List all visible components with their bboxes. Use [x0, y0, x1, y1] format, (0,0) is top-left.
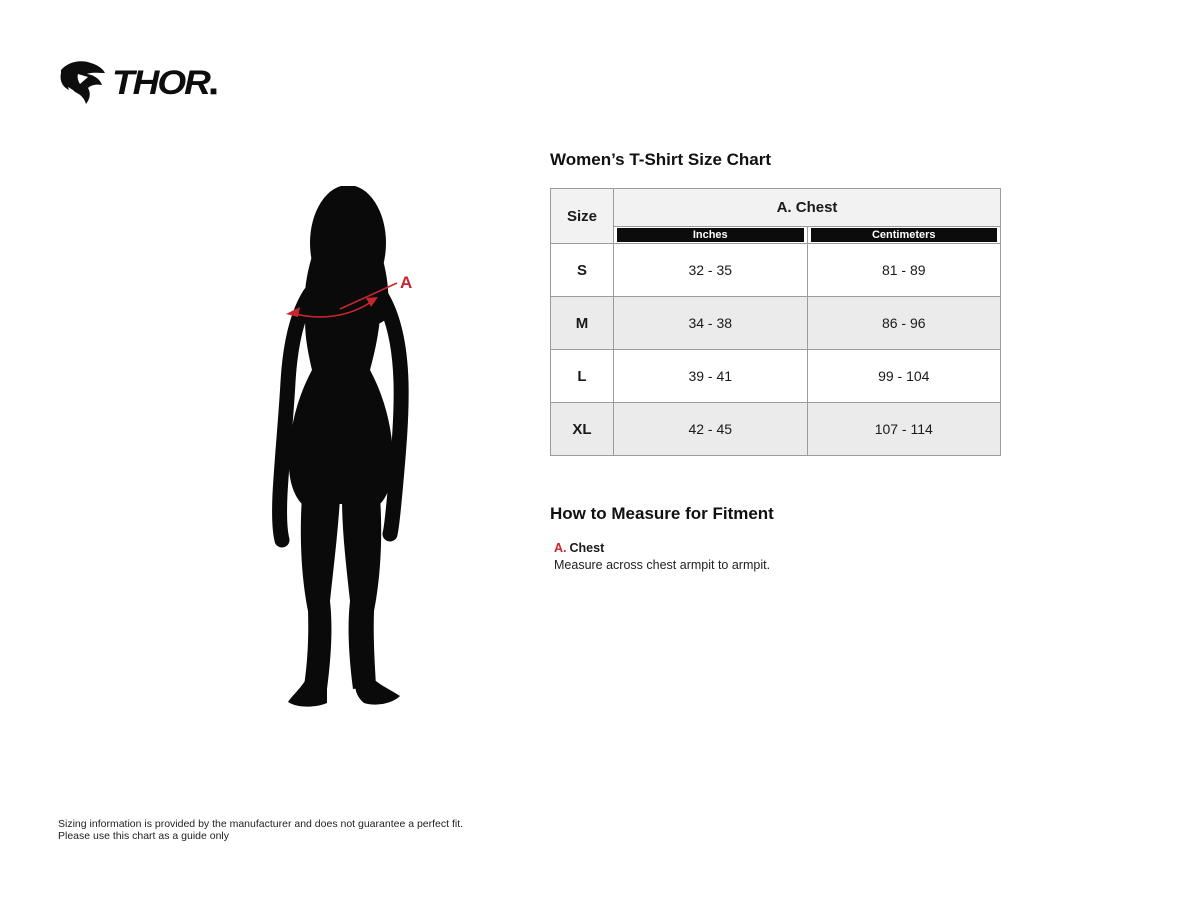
thor-logo: [58, 60, 217, 106]
thor-logo-icon: [58, 60, 110, 106]
centimeters-value: 107 - 114: [807, 403, 1001, 456]
size-chart-table: [550, 188, 1001, 456]
disclaimer: [58, 818, 463, 842]
thor-logo-wordmark: THOR: [112, 63, 209, 102]
centimeters-value: 81 - 89: [807, 244, 1001, 297]
centimeters-value: 99 - 104: [807, 350, 1001, 403]
disclaimer-line-1: Sizing information is provided by the manufacturer and does not guarantee a perfect fit.: [58, 818, 464, 830]
table-row-xl: [551, 403, 1001, 456]
unit-header-row: [551, 227, 1001, 244]
inches-value: 39 - 41: [614, 350, 808, 403]
measure-item-heading: [554, 540, 774, 557]
measure-item-instruction: Measure across chest armpit to armpit.: [554, 558, 771, 572]
chest-annotation-label: A: [400, 273, 413, 292]
size-label: M: [551, 297, 614, 350]
inches-value: 34 - 38: [614, 297, 808, 350]
female-silhouette: [252, 186, 432, 710]
measurement-header: A. Chest: [614, 189, 1001, 227]
size-chart-title: Women’s T-Shirt Size Chart: [550, 150, 772, 169]
thor-logo-trademark-dot: ■: [209, 84, 218, 98]
measure-item-name: Chest: [569, 541, 605, 555]
disclaimer-line-2: Please use this chart as a guide only: [58, 830, 230, 842]
table-row-s: [551, 244, 1001, 297]
table-row-m: [551, 297, 1001, 350]
unit-header-centimeters: Centimeters: [811, 228, 998, 242]
size-label: L: [551, 350, 614, 403]
size-label: S: [551, 244, 614, 297]
measurement-figure: [252, 186, 432, 710]
unit-header-centimeters-cell: [807, 227, 1001, 244]
unit-header-inches: Inches: [617, 228, 804, 242]
inches-value: 42 - 45: [614, 403, 808, 456]
how-to-measure-section: [550, 504, 774, 574]
size-column-header: Size: [551, 189, 614, 244]
how-to-measure-title: How to Measure for Fitment: [550, 504, 774, 523]
inches-value: 32 - 35: [614, 244, 808, 297]
centimeters-value: 86 - 96: [807, 297, 1001, 350]
measure-item-chest: [554, 540, 774, 574]
size-label: XL: [551, 403, 614, 456]
table-row-l: [551, 350, 1001, 403]
measure-item-letter: A.: [554, 541, 567, 555]
unit-header-inches-cell: [614, 227, 808, 244]
